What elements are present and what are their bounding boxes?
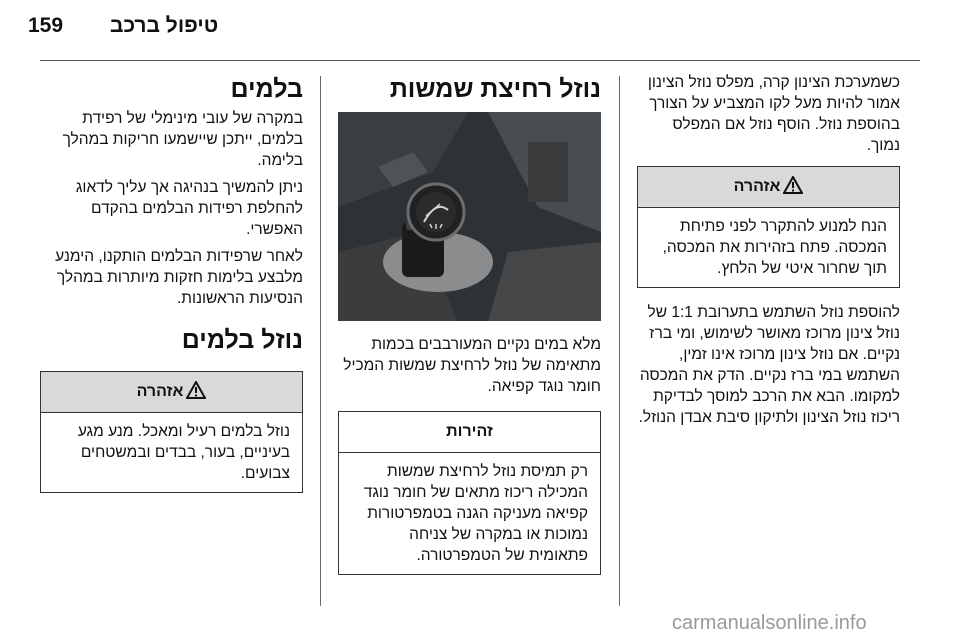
caution-text: רק תמיסת נוזל לרחיצת שמשות המכילה ריכוז מתאים של חומר נוגד קפיאה מעניקה הגנה בטמפרטורות נמוכות או במקרה של צניחה פתאומית של הטמפרטורה. — [363, 463, 588, 564]
header-divider — [40, 60, 920, 61]
brakes-paragraph-2: ניתן להמשיך בנהיגה אך עליך לדאוג להחלפת רפידות הבלמים בהקדם האפשרי. — [75, 179, 303, 238]
watermark: carmanualsonline.info — [672, 612, 867, 634]
warning-box-header — [638, 167, 899, 208]
column-brakes — [40, 74, 303, 493]
warning-triangle-icon — [783, 170, 803, 210]
coolant-paragraph-2: להוספת נוזל השתמש בתערובת 1:1 של נוזל צינון מרוכז מאושר לשימוש, ומי ברז נקיים. אם נוזל צינון מרוכז אינו זמין, השתמש במי ברז נקיים. הדק את המכסה למקומו. הבא את הרכב למוסך לבדיקת ריכוז נוזל הצינון ולתיקון סיבת אבדן הנוזל. — [638, 304, 900, 426]
caution-box-header: זהירות — [339, 412, 600, 453]
warning-text: נוזל בלמים רעיל ומאכל. מנע מגע בעיניים, בעור, בבדים ובמשטחים צבועים. — [77, 423, 290, 482]
brake-fluid-warning-box — [40, 371, 303, 493]
column-divider-right — [619, 76, 620, 606]
brakes-paragraph-1: במקרה של עובי מינימלי של רפידת בלמים, ייתכן שיישמעו חריקות במהלך בלימה. — [62, 110, 303, 169]
washer-fluid-paragraph: מלא במים נקיים המעורבבים בכמות מתאימה של נוזל לרחיצת שמשות המכיל חומר נוגד קפיאה. — [343, 336, 601, 395]
column-coolant — [637, 72, 900, 428]
coolant-paragraph-1: כשמערכת הצינון קרה, מפלס נוזל הצינון אמור להיות מעל לקו המצביע על הצורך בהוספת נוזל. הוסף נוזל אם המפלס נמוך. — [647, 74, 900, 154]
page-number: 159 — [28, 14, 64, 37]
warning-triangle-icon — [186, 375, 206, 415]
section-heading-brakes: בלמים — [230, 75, 303, 103]
coolant-warning-box — [637, 166, 900, 288]
washer-caution-box — [338, 411, 601, 575]
warning-box-header — [41, 372, 302, 413]
column-washer-fluid — [338, 74, 601, 104]
column-divider-left — [320, 76, 321, 606]
page-header-title: טיפול ברכב — [110, 14, 219, 37]
warning-title: אזהרה — [136, 383, 184, 400]
warning-text: הנח למנוע להתקרר לפני פתיחת המכסה. פתח בזהירות את המכסה, תוך שחרור איטי של הלחץ. — [662, 218, 887, 277]
section-heading-brake-fluid: נוזל בלמים — [181, 326, 303, 354]
washer-reservoir-photo — [338, 112, 601, 321]
warning-title: אזהרה — [733, 178, 781, 195]
brakes-paragraph-3: לאחר שרפידות הבלמים הותקנו, הימנע מלבצע בלימות חזקות מיותרות במהלך הנסיעות הראשונות. — [55, 248, 303, 307]
washer-fluid-body — [338, 334, 601, 575]
section-heading-washer-fluid: נוזל רחיצת שמשות — [389, 75, 601, 103]
